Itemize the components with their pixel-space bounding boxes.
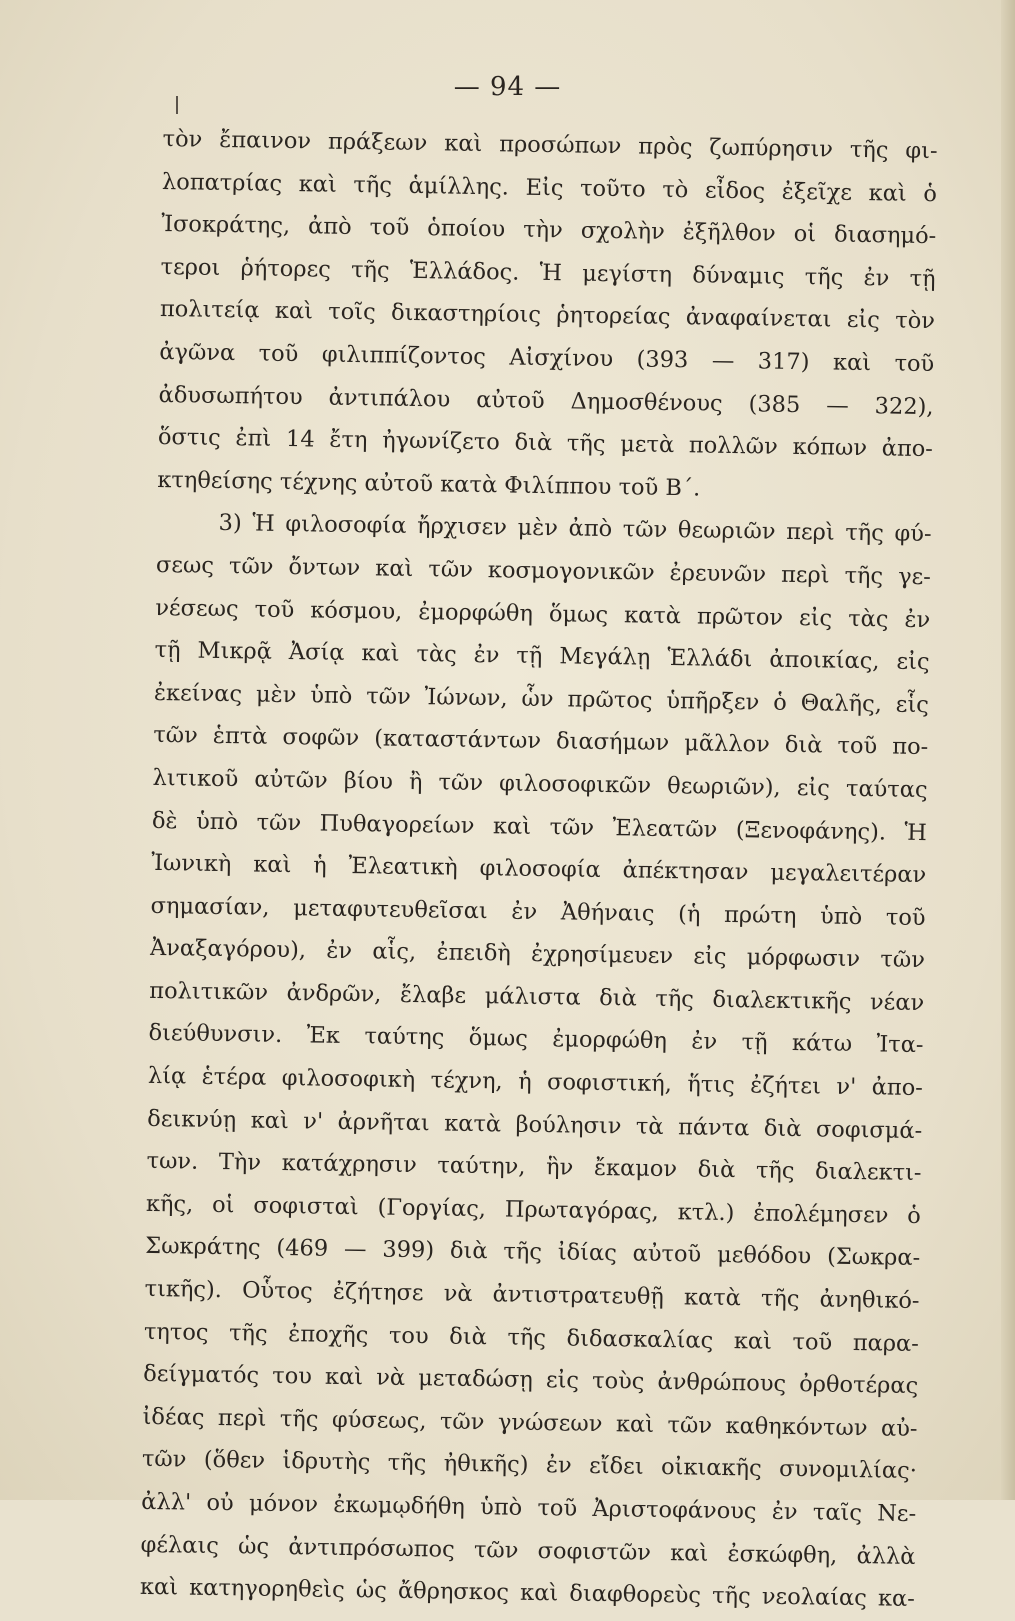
text-line: λοπατρίας καὶ τῆς ἁμίλλης. Εἰς τοῦτο τὸ εἶδος ἐξεῖχε καὶ ὁ xyxy=(161,168,938,207)
text-line: Ἰωνικὴ καὶ ἡ Ἐλεατικὴ φιλοσοφία ἀπέκτησαν μεγαλειτέραν xyxy=(151,850,927,889)
text-line: τῇ Μικρᾷ Ἀσίᾳ καὶ τὰς ἐν τῇ Μεγάλῃ Ἑλλάδι ἀποικίας, εἰς xyxy=(154,637,930,676)
text-line: φέλαις ὡς ἀντιπρόσωπος τῶν σοφιστῶν καὶ ἐσκώφθη, ἀλλὰ xyxy=(140,1531,916,1570)
text-line: σημασίαν, μεταφυτευθεῖσαι ἐν Ἀθήναις (ἡ πρώτη ὑπὸ τοῦ xyxy=(150,892,926,931)
page-number-header: — 94 — xyxy=(453,72,562,102)
text-line: πολιτείᾳ καὶ τοῖς δικαστηρίοις ῥητορείας ἀναφαίνεται εἰς τὸν xyxy=(159,296,936,335)
text-line: τὸν ἔπαινον πράξεων καὶ προσώπων πρὸς ζωπύρησιν τῆς φι- xyxy=(162,125,938,165)
text-line: των. Τὴν κατάχρησιν ταύτην, ἣν ἔκαμον διὰ τῆς διαλεκτι- xyxy=(146,1148,922,1187)
text-line: δὲ ὑπὸ τῶν Πυθαγορείων καὶ τῶν Ἐλεατῶν (Ξενοφάνης). Ἡ xyxy=(151,807,928,846)
text-line: τῶν ἑπτὰ σοφῶν (καταστάντων διασήμων μᾶλλον διὰ τοῦ πο- xyxy=(153,722,929,761)
text-line: Σωκράτης (469 — 399) διὰ τῆς ἰδίας αὐτοῦ μεθόδου (Σωκρα- xyxy=(145,1233,921,1272)
text-line: τεροι ῥήτορες τῆς Ἑλλάδος. Ἡ μεγίστη δύναμις τῆς ἐν τῇ xyxy=(160,253,936,292)
text-line: ἀδυσωπήτου ἀντιπάλου αὐτοῦ Δημοσθένους (385 — 322), xyxy=(158,381,934,420)
page-edge-shadow xyxy=(1001,0,1015,1500)
text-line: τητος τῆς ἐποχῆς του διὰ τῆς διδασκαλίας καὶ τοῦ παρα- xyxy=(143,1318,920,1357)
text-line: διεύθυνσιν. Ἐκ ταύτης ὅμως ἐμορφώθη ἐν τῇ κάτω Ἰτα- xyxy=(148,1020,924,1059)
text-line: καὶ κατηγορηθεὶς ὡς ἄθρησκος καὶ διαφθορεὺς τῆς νεολαίας κα- xyxy=(139,1574,916,1613)
text-line: πολιτικῶν ἀνδρῶν, ἔλαβε μάλιστα διὰ τῆς διαλεκτικῆς νέαν xyxy=(149,977,925,1016)
text-line: ἐκείνας μὲν ὑπὸ τῶν Ἰώνων, ὧν πρῶτος ὑπῆρξεν ὁ Θαλῆς, εἷς xyxy=(153,679,930,718)
body-text xyxy=(140,118,938,1621)
text-line: κῆς, οἱ σοφισταὶ (Γοργίας, Πρωταγόρας, κτλ.) ἐπολέμησεν ὁ xyxy=(145,1190,922,1229)
text-line: ἰδέας περὶ τῆς φύσεως, τῶν γνώσεων καὶ τῶν καθηκόντων αὐ- xyxy=(142,1403,918,1442)
text-line: τῶν (ὅθεν ἱδρυτὴς τῆς ἠθικῆς) ἐν εἴδει οἰκιακῆς συνομιλίας· xyxy=(141,1446,918,1485)
text-line: 3) Ἡ φιλοσοφία ἤρχισεν μὲν ἀπὸ τῶν θεωριῶν περὶ τῆς φύ- xyxy=(218,510,932,548)
text-line: τικῆς). Οὗτος ἐζήτησε νὰ ἀντιστρατευθῇ κατὰ τῆς ἀνηθικό- xyxy=(144,1275,920,1315)
text-line: λίᾳ ἑτέρα φιλοσοφικὴ τέχνη, ἡ σοφιστική, ἥτις ἐζήτει ν' ἀπο- xyxy=(147,1062,924,1102)
text-line: δείγματός του καὶ νὰ μεταδώσῃ εἰς τοὺς ἀνθρώπους ὀρθοτέρας xyxy=(143,1361,919,1400)
text-line: λιτικοῦ αὐτῶν βίου ἢ τῶν φιλοσοφικῶν θεωριῶν), εἰς ταύτας xyxy=(152,764,928,803)
text-line: δεικνύῃ καὶ ν' ἀρνῆται κατὰ βούλησιν τὰ πάντα διὰ σοφισμά- xyxy=(147,1105,923,1144)
text-line: νέσεως τοῦ κόσμου, ἐμορφώθη ὅμως κατὰ πρῶτον εἰς τὰς ἐν xyxy=(155,594,931,633)
text-line: κτηθείσης τέχνης αὐτοῦ κατὰ Φιλίππου τοῦ Β΄. xyxy=(157,466,701,502)
text-line: Ἰσοκράτης, ἀπὸ τοῦ ὁποίου τὴν σχολὴν ἐξῆλθον οἱ διασημό- xyxy=(161,211,937,250)
text-line: ἀλλ' οὐ μόνον ἐκωμῳδήθη ὑπὸ τοῦ Ἀριστοφάνους ἐν ταῖς Νε- xyxy=(141,1488,917,1528)
text-line: ἀγῶνα τοῦ φιλιππίζοντος Αἰσχίνου (393 — 317) καὶ τοῦ xyxy=(159,338,935,378)
text-line: ὅστις ἐπὶ 14 ἔτη ἠγωνίζετο διὰ τῆς μετὰ πολλῶν κόπων ἀπο- xyxy=(157,424,934,463)
text-line: Ἀναξαγόρου), ἐν αἷς, ἐπειδὴ ἐχρησίμευεν εἰς μόρφωσιν τῶν xyxy=(149,935,926,974)
text-line: σεως τῶν ὄντων καὶ τῶν κοσμογονικῶν ἐρευνῶν περὶ τῆς γε- xyxy=(155,551,932,591)
